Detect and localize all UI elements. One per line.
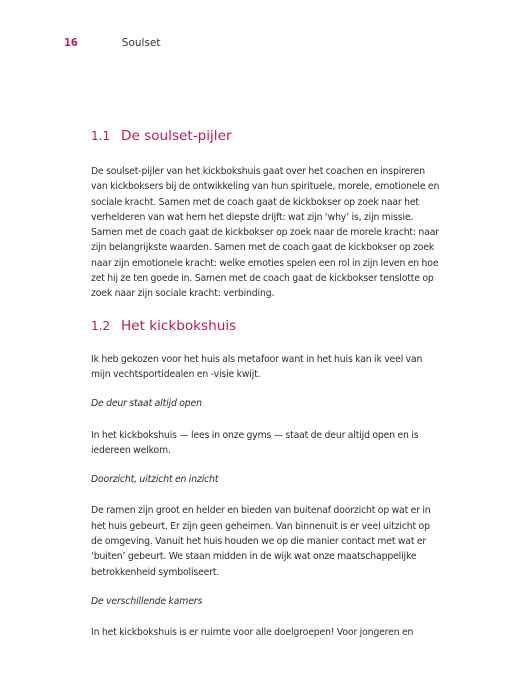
running-title: Soulset	[121, 37, 161, 49]
section-number: 1.2	[91, 318, 111, 333]
running-head	[64, 36, 161, 49]
section-number: 1.1	[91, 129, 111, 143]
subheading: De deur staat altijd open	[91, 398, 202, 410]
body-paragraph: Ik heb gekozen voor het huis als metafoor want in het huis kan ik veel van mijn vechtsportidealen en -visie kwijt.	[91, 353, 423, 380]
section-heading	[91, 128, 441, 144]
body-paragraph: De soulset-pijler van het kickbokshuis gaat over het coachen en inspireren van kickboksers bij de ontwikkeling van hun spirituele, morele, emotionele en sociale kracht. Samen met de coach gaat de kickbokser op zoek naar het verhelderen van wat hem het diepste drijft: wat zijn ‘why’ is, zijn missie. Samen met de coach gaat de kickbokser op zoek naar de morele kracht: naar zijn belangrijkste waarden. Samen met de coach gaat de kickbokser op zoek naar zijn emotionele kracht: welke emoties spelen een rol in zijn leven en hoe zet hij ze ten goede in. Samen met de coach gaat de kickbokser tenslotte op zoek naar zijn sociale kracht: verbinding.	[91, 166, 440, 300]
page-content	[91, 128, 441, 641]
body-paragraph: In het kickbokshuis is er ruimte voor alle doelgroepen! Voor jongeren en	[91, 627, 414, 639]
body-paragraph: De ramen zijn groot en helder en bieden van buitenaf doorzicht op wat er in het huis gebeurt. Er zijn geen geheimen. Van binnenuit is er veel uitzicht op de omgeving. Vanuit het huis houden we op die manier contact met wat er ‘buiten’ gebeurt. We staan midden in de wijk wat onze maatschappelijke betrokkenheid symboliseert.	[91, 505, 431, 578]
subheading: Doorzicht, uitzicht en inzicht	[91, 474, 219, 486]
body-paragraph: In het kickbokshuis — lees in onze gyms — staat de deur altijd open en is iedereen welkom.	[91, 429, 419, 456]
section-title: De soulset-pijler	[121, 128, 232, 144]
section-title: Het kickbokshuis	[121, 317, 237, 334]
section-heading	[91, 318, 441, 334]
page-number: 16	[64, 36, 78, 49]
subheading: De verschillende kamers	[91, 595, 203, 607]
